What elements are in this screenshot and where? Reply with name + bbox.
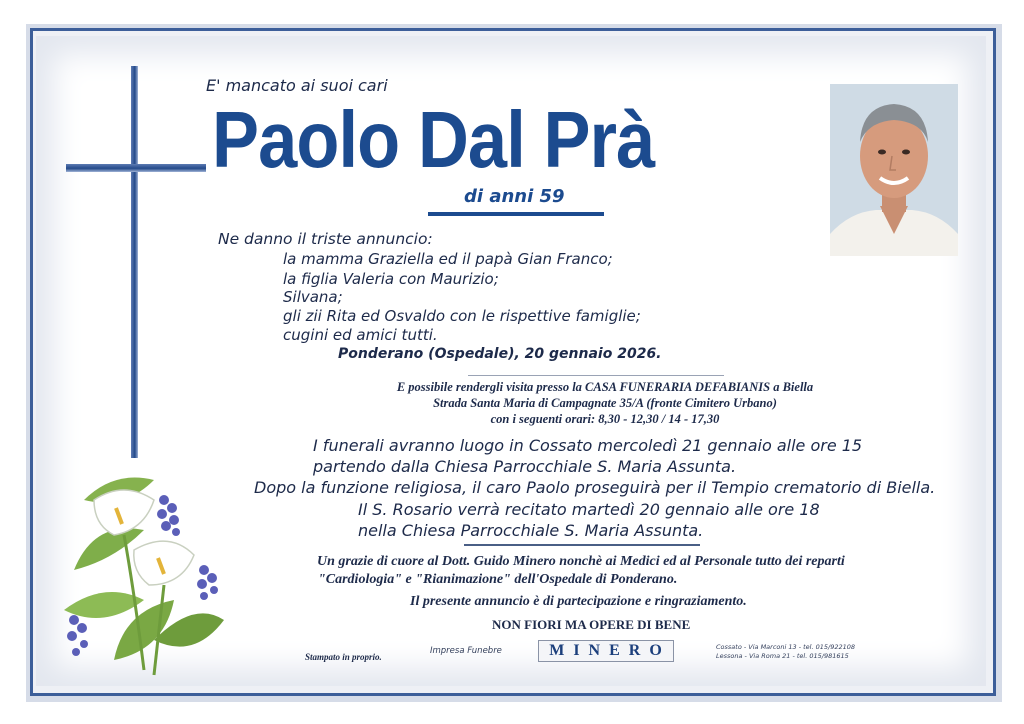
intro-text: E' mancato ai suoi cari [206,76,388,95]
cross-icon-bar [66,164,206,172]
age-underline [428,212,604,216]
logo-text: MINERO [549,642,671,659]
visit-line: Strada Santa Maria di Campagnate 35/A (fronte Cimitero Urbano) [433,396,777,410]
divider [468,375,724,376]
printed-note: Stampato in proprio. [305,652,382,662]
announce-heading: Ne danno il triste annuncio: [218,230,433,248]
minero-logo [538,640,674,662]
thanks-line: Un grazie di cuore al Dott. Guido Minero nonchè ai Medici ed al Personale tutto dei reparti [317,554,845,569]
address-line: Cossato - Via Marconi 13 - tel. 015/922108 [716,643,856,651]
deceased-name: Paolo Dal Prà [212,95,655,184]
impresa-label: Impresa Funebre [430,646,502,656]
thanks-line: Il presente annuncio è di partecipazione e ringraziamento. [410,594,747,609]
funeral-line: nella Chiesa Parrocchiale S. Maria Assunta. [358,521,704,540]
divider [464,544,700,546]
visit-line: con i seguenti orari: 8,30 - 12,30 / 14 - 17,30 [490,412,720,426]
relative-line: la figlia Valeria con Maurizio; [283,270,499,288]
funeral-line: partendo dalla Chiesa Parrocchiale S. Maria Assunta. [313,457,737,476]
thanks-line: "Cardiologia" e "Rianimazione" dell'Ospedale di Ponderano. [318,572,678,587]
address-line: Lessona - Via Roma 21 - tel. 015/981615 [716,652,849,660]
relative-line: Silvana; [283,288,343,306]
funeral-line: I funerali avranno luogo in Cossato mercoledì 21 gennaio alle ore 15 [313,436,863,455]
portrait-image [830,84,958,256]
flowers-icon [54,460,254,680]
funeral-line: Dopo la funzione religiosa, il caro Paolo proseguirà per il Tempio crematorio di Biella. [254,478,936,497]
age-text: di anni 59 [464,186,565,207]
no-flowers-text: NON FIORI MA OPERE DI BENE [492,617,691,632]
visit-line: E possibile rendergli visita presso la CASA FUNERARIA DEFABIANIS a Biella [396,380,814,394]
relative-line: gli zii Rita ed Osvaldo con le rispettive famiglie; [283,307,641,325]
relative-line: cugini ed amici tutti. [283,326,438,344]
place-date: Ponderano (Ospedale), 20 gennaio 2026. [338,346,662,362]
funeral-line: Il S. Rosario verrà recitato martedì 20 gennaio alle ore 18 [358,500,820,519]
portrait-photo [830,84,958,256]
relative-line: la mamma Graziella ed il papà Gian Franco; [283,250,613,268]
